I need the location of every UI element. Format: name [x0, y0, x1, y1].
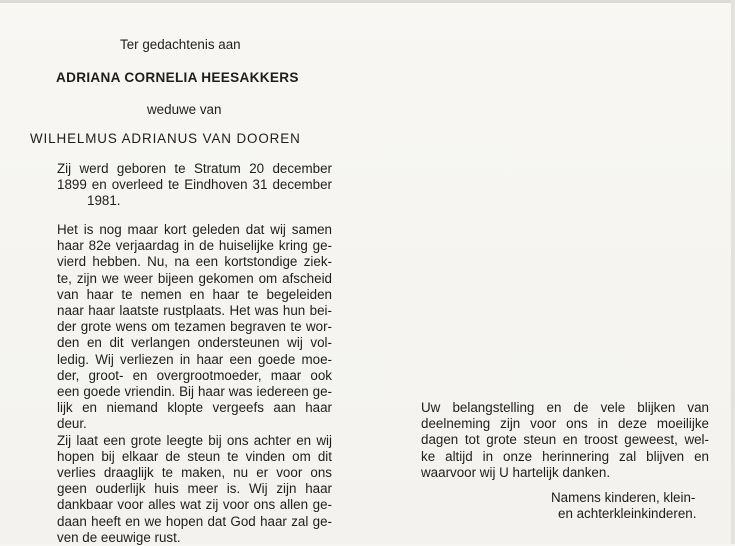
text-line: vierd hebben. Nu, na een kortstondige ziek-: [57, 254, 332, 270]
signature-line-1: Namens kinderen, klein-: [551, 490, 696, 505]
text-line: een goede vriendin. Bij haar was iedereen ge-: [57, 384, 332, 400]
husband-name: WILHELMUS ADRIANUS VAN DOOREN: [30, 131, 301, 146]
text-line: 1899 en overleed te Eindhoven 31 december: [57, 177, 332, 193]
text-line: lijk en niemand klopte vergeefs aan haar: [57, 400, 332, 416]
thanks-text: [421, 400, 709, 481]
text-line: Zij laat een grote leegte bij ons achter en wij: [57, 432, 332, 448]
text-line: daan heeft en we hopen dat God haar zal ge-: [57, 513, 332, 529]
text-line: dankbaar voor alles wat zij voor ons allen ge-: [57, 497, 332, 513]
card-right-edge: [731, 0, 735, 544]
widow-of: weduwe van: [147, 102, 222, 117]
text-line: ledig. Wij verliezen in haar een goede moe-: [57, 351, 332, 367]
text-line: Het is nog maar kort geleden dat wij samen: [57, 222, 332, 237]
text-line: deelneming zijn voor ons in deze moeilijke: [421, 416, 709, 432]
text-line: deur.: [57, 416, 87, 432]
text-line: ven de eeuwige rust.: [57, 529, 181, 545]
text-line: Zij werd geboren te Stratum 20 december: [57, 161, 332, 176]
memorial-text: [57, 222, 332, 546]
text-line: naar haar laatste rustplaats. Het was hun bei-: [57, 303, 332, 319]
text-line: haar 82e verjaardag in de huiselijke kring ge-: [57, 238, 332, 254]
signature-line-2: en achterkleinkinderen.: [558, 506, 697, 521]
text-line: dagen tot grote steun en troost geweest, wel-: [421, 432, 709, 448]
text-line: waarvoor wij U hartelijk danken.: [421, 464, 611, 480]
text-line: 1981.: [87, 193, 121, 209]
text-line: hopen bij elkaar de steun te vinden om dit: [57, 448, 332, 464]
text-line: te, zijn we weer bijeen gekomen om afscheid: [57, 270, 332, 286]
text-line: den en dit verlangen ondersteunen wij vol-: [57, 335, 332, 351]
text-line: ke altijd in onze herinnering zal blijven en: [421, 448, 709, 464]
text-line: van haar te nemen en haar te begeleiden: [57, 286, 332, 302]
text-line: der, groot- en overgrootmoeder, maar ook: [57, 367, 332, 383]
card-top-edge: [0, 0, 735, 3]
text-line: geen ouderlijk huis meer is. Wij zijn haar: [57, 481, 332, 497]
text-line: Uw belangstelling en de vele blijken van: [421, 400, 709, 415]
birth-death-paragraph: [57, 161, 332, 210]
text-line: der grote wens om tezamen begraven te wor-: [57, 319, 332, 335]
text-line: verlies draaglijk te maken, nu er voor ons: [57, 465, 332, 481]
deceased-name: ADRIANA CORNELIA HEESAKKERS: [56, 70, 299, 85]
memorial-intro: Ter gedachtenis aan: [120, 37, 241, 52]
